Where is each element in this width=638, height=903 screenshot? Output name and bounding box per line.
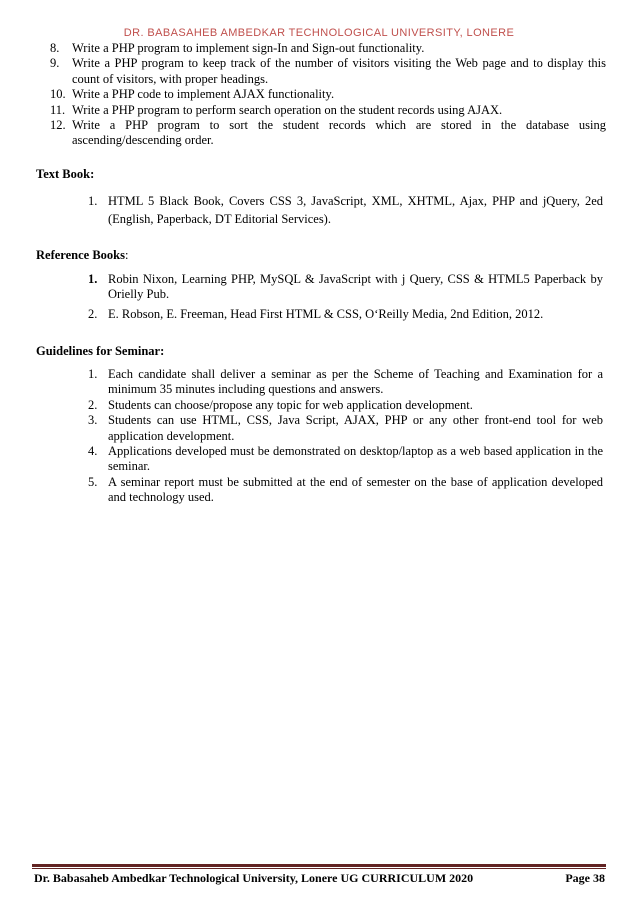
list-item — [88, 444, 603, 475]
reference-books-heading-text: Reference Books — [36, 248, 125, 262]
item-text: HTML 5 Black Book, Covers CSS 3, JavaScript, XML, XHTML, Ajax, PHP and jQuery, 2ed (English, Paperback, DT Editorial Services). — [108, 194, 603, 226]
list-item — [88, 307, 603, 322]
item-text: Write a PHP program to sort the student records which are stored in the database using ascending/descending order. — [72, 118, 606, 148]
list-item — [88, 413, 603, 444]
list-item — [50, 56, 606, 87]
item-text: Robin Nixon, Learning PHP, MySQL & JavaScript with j Query, CSS & HTML5 Paperback by Orielly Pub. — [108, 272, 603, 302]
item-number: 2. — [88, 306, 98, 321]
list-item — [50, 118, 606, 149]
list-item — [88, 475, 603, 506]
item-number: 4. — [88, 444, 98, 459]
item-number: 5. — [88, 474, 98, 489]
list-item — [88, 398, 603, 413]
heading-colon: : — [124, 248, 129, 262]
list-item — [50, 87, 606, 102]
lab-program-list — [50, 41, 606, 149]
page-number: Page 38 — [565, 871, 605, 885]
seminar-guidelines-list — [88, 367, 603, 506]
list-item — [50, 103, 606, 118]
item-number: 8. — [50, 41, 60, 55]
seminar-guidelines-heading: Guidelines for Seminar: — [36, 344, 165, 358]
item-text: Applications developed must be demonstrated on desktop/laptop as a web based application in the seminar. — [108, 444, 603, 474]
item-number: 11. — [50, 102, 66, 117]
list-item — [88, 192, 603, 228]
item-text: Students can use HTML, CSS, Java Script, AJAX, PHP or any other front-end tool for web application development. — [108, 413, 603, 443]
reference-books-list — [88, 272, 603, 322]
item-number: 1. — [88, 272, 98, 286]
item-number: 12. — [50, 118, 66, 133]
item-text: Write a PHP program to keep track of the number of visitors visiting the Web page and to display this count of visitors, with proper headings. — [72, 56, 606, 86]
item-text: Each candidate shall deliver a seminar as per the Scheme of Teaching and Examination for a minimum 35 minutes including questions and answers. — [108, 367, 603, 397]
item-text: Write a PHP program to implement sign-In and Sign-out functionality. — [72, 41, 425, 55]
footer-divider-thin — [32, 868, 606, 869]
text-book-list — [88, 192, 603, 228]
list-item — [50, 41, 606, 56]
item-number: 3. — [88, 413, 98, 428]
item-text: A seminar report must be submitted at the end of semester on the base of application developed and technology used. — [108, 474, 603, 505]
item-number: 10. — [50, 87, 66, 102]
item-text: Students can choose/propose any topic for web application development. — [108, 397, 473, 412]
item-text: Write a PHP program to perform search operation on the student records using AJAX. — [72, 102, 503, 117]
item-number: 1. — [88, 367, 98, 381]
item-number: 1. — [88, 194, 98, 208]
footer-divider — [32, 864, 606, 867]
reference-books-heading — [36, 248, 128, 263]
item-text: E. Robson, E. Freeman, Head First HTML & CSS, O‘Reilly Media, 2nd Edition, 2012. — [108, 306, 544, 321]
item-number: 9. — [50, 56, 60, 71]
text-book-heading: Text Book: — [36, 167, 95, 181]
list-item — [88, 367, 603, 398]
item-text: Write a PHP code to implement AJAX functionality. — [72, 87, 335, 102]
footer-university: Dr. Babasaheb Ambedkar Technological University, Lonere UG CURRICULUM 2020 — [34, 871, 474, 885]
item-number: 2. — [88, 397, 98, 412]
list-item — [88, 272, 603, 303]
page-header: DR. BABASAHEB AMBEDKAR TECHNOLOGICAL UNIVERSITY, LONERE — [123, 27, 515, 39]
